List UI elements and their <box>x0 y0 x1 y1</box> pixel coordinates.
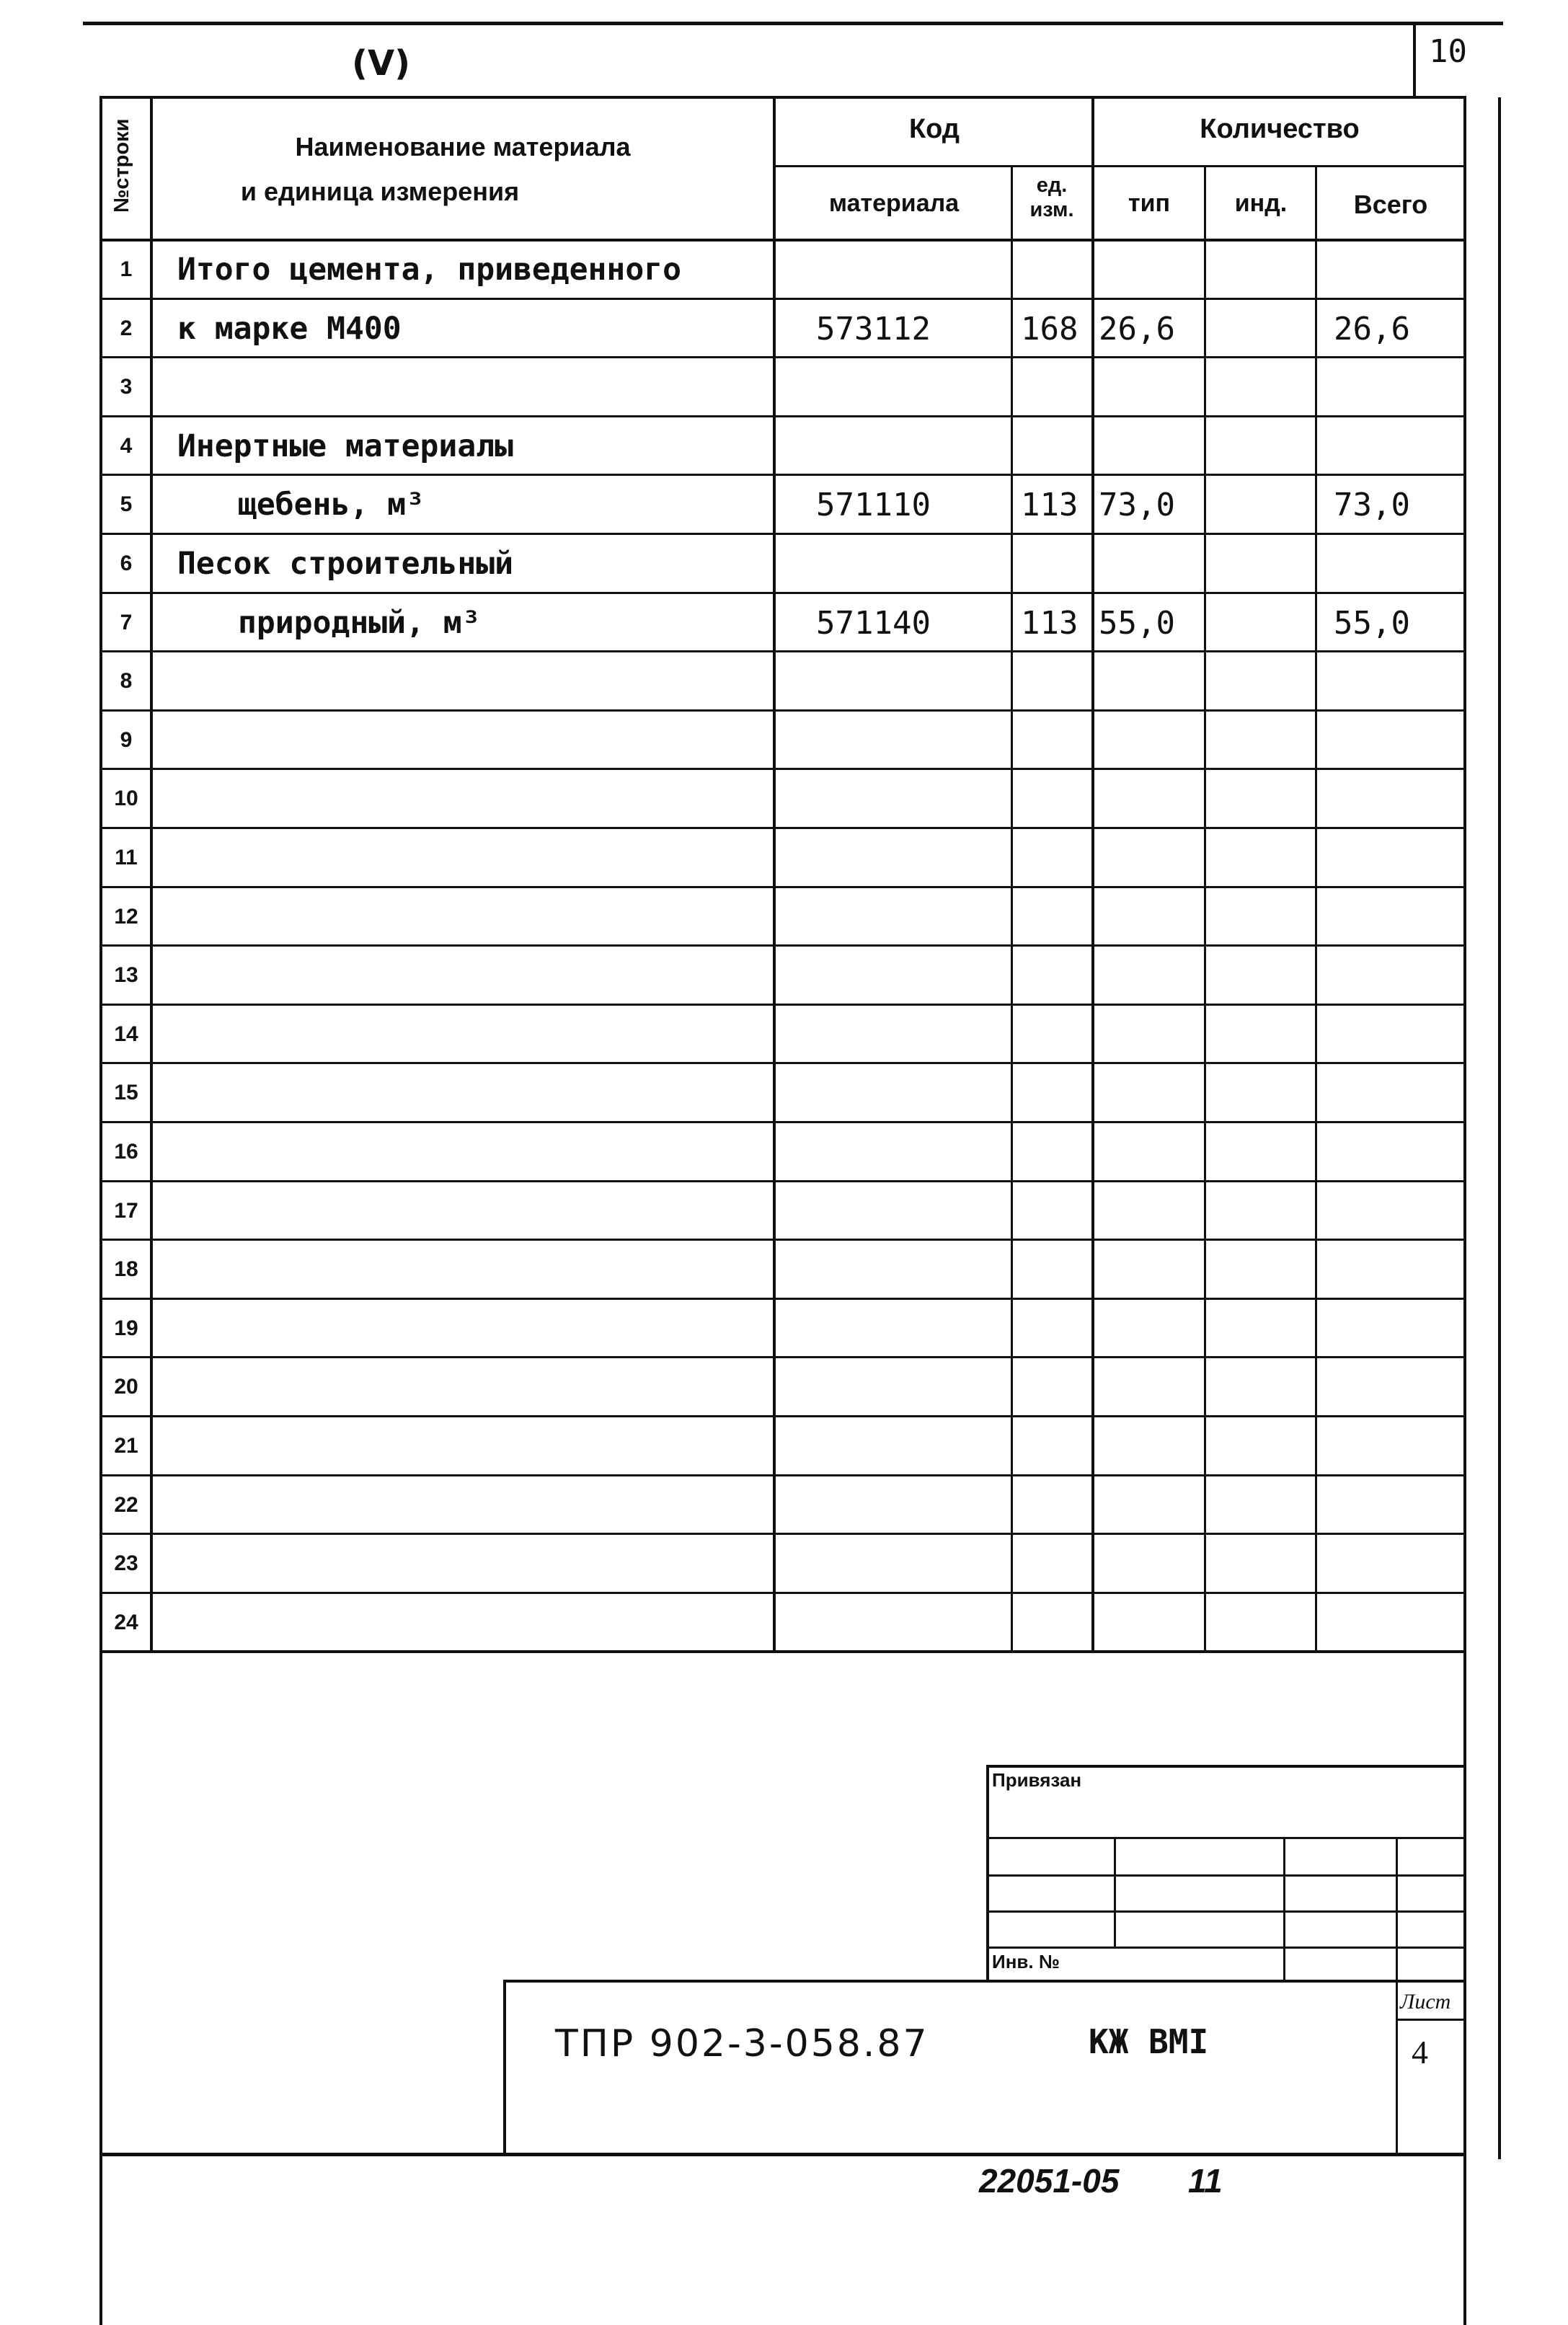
qty-type <box>1099 240 1204 299</box>
material-name: Песок строительный <box>177 546 513 582</box>
qty-total <box>1334 887 1463 947</box>
qty-type <box>1099 1417 1204 1476</box>
material-name <box>177 1122 761 1182</box>
qty-type <box>1099 1182 1204 1241</box>
header-code-unit: ед. изм. <box>1029 174 1074 221</box>
header-code: Код <box>908 114 960 144</box>
qty-ind <box>1211 417 1315 476</box>
qty-type <box>1099 711 1204 770</box>
material-name <box>177 1476 761 1535</box>
header-qty-ind: инд. <box>1234 190 1288 217</box>
qty-total <box>1334 1358 1463 1417</box>
qty-total <box>1334 1299 1463 1358</box>
qty-total <box>1334 534 1463 593</box>
row-number: 13 <box>114 963 138 987</box>
sheet-label-line <box>1396 2019 1466 2021</box>
material-name <box>177 1593 761 1652</box>
qty-type: 26,6 <box>1099 310 1175 347</box>
sheet-label: Лист <box>1400 1990 1451 2014</box>
qty-type <box>1099 828 1204 887</box>
qty-total <box>1334 1063 1463 1122</box>
material-code <box>816 887 1011 947</box>
material-name <box>177 946 761 1005</box>
material-code <box>816 946 1011 1005</box>
qty-type <box>1099 358 1204 417</box>
qty-total: 55,0 <box>1334 604 1410 642</box>
stamp-top-line <box>988 1765 1466 1768</box>
unit-code <box>1021 240 1093 299</box>
row-number: 12 <box>114 905 138 929</box>
row-number: 15 <box>114 1081 138 1104</box>
qty-type: 55,0 <box>1099 604 1175 642</box>
qty-total <box>1334 417 1463 476</box>
qty-ind <box>1211 1182 1315 1241</box>
row-number: 2 <box>120 316 133 340</box>
row-number: 10 <box>114 787 138 810</box>
qty-total <box>1334 240 1463 299</box>
qty-type: 73,0 <box>1099 486 1175 523</box>
unit-code <box>1021 1358 1093 1417</box>
material-name <box>177 1534 761 1593</box>
material-name: Итого цемента, приведенного <box>177 252 681 288</box>
stamp-inv-label: Инв. № <box>992 1951 1060 1972</box>
qty-type <box>1099 1476 1204 1535</box>
material-name <box>177 1005 761 1064</box>
qty-ind <box>1211 769 1315 828</box>
row-number: 7 <box>120 611 133 634</box>
qty-total <box>1334 1593 1463 1652</box>
material-code <box>816 1417 1011 1476</box>
archive-suffix: 11 <box>1188 2162 1223 2200</box>
material-code <box>816 1299 1011 1358</box>
material-code <box>816 1182 1011 1241</box>
material-name <box>177 1182 761 1241</box>
material-name <box>177 1063 761 1122</box>
qty-type <box>1099 1122 1204 1182</box>
material-name <box>177 358 761 417</box>
unit-code <box>1021 1534 1093 1593</box>
qty-ind <box>1211 475 1315 534</box>
qty-total: 26,6 <box>1334 310 1410 347</box>
qty-total <box>1334 711 1463 770</box>
row-number: 21 <box>114 1434 138 1458</box>
qty-total <box>1334 769 1463 828</box>
header-code-material: материала <box>828 190 960 217</box>
material-name <box>177 887 761 947</box>
material-code <box>816 1593 1011 1652</box>
row-number: 19 <box>114 1316 138 1340</box>
unit-code <box>1021 1122 1093 1182</box>
row-number: 24 <box>114 1611 138 1634</box>
row-number: 8 <box>120 669 133 693</box>
qty-ind <box>1211 711 1315 770</box>
header-name-line2: и единица измерения <box>240 177 520 206</box>
unit-code <box>1021 1417 1093 1476</box>
qty-ind <box>1211 1476 1315 1535</box>
qty-total: 73,0 <box>1334 486 1410 523</box>
material-code <box>816 1476 1011 1535</box>
qty-type <box>1099 946 1204 1005</box>
col-code-right <box>1011 165 1013 1652</box>
material-code <box>816 534 1011 593</box>
material-name <box>177 828 761 887</box>
unit-code <box>1021 358 1093 417</box>
qty-ind <box>1211 946 1315 1005</box>
header-row-no: №строки <box>110 118 133 213</box>
stamp-line-4 <box>988 1910 1466 1913</box>
row-number: 3 <box>120 375 133 399</box>
unit-code <box>1021 887 1093 947</box>
qty-ind <box>1211 828 1315 887</box>
qty-total <box>1334 652 1463 711</box>
bottom-frame-line <box>99 2153 1466 2156</box>
material-code <box>816 652 1011 711</box>
row-number: 18 <box>114 1257 138 1281</box>
material-name <box>177 769 761 828</box>
sheet-number: 4 <box>1412 2034 1428 2071</box>
qty-type <box>1099 417 1204 476</box>
material-name <box>177 1240 761 1299</box>
qty-ind <box>1211 240 1315 299</box>
unit-code <box>1021 1063 1093 1122</box>
qty-ind <box>1211 534 1315 593</box>
qty-type <box>1099 769 1204 828</box>
qty-ind <box>1211 887 1315 947</box>
qty-ind <box>1211 1417 1315 1476</box>
header-qty: Количество <box>1200 114 1360 144</box>
qty-ind <box>1211 1240 1315 1299</box>
stamp-line-2 <box>988 1837 1466 1839</box>
unit-code: 113 <box>1021 486 1078 523</box>
material-name <box>177 652 761 711</box>
qty-type <box>1099 1299 1204 1358</box>
material-code <box>816 711 1011 770</box>
unit-code <box>1021 534 1093 593</box>
unit-code <box>1021 1299 1093 1358</box>
qty-ind <box>1211 1534 1315 1593</box>
row-number: 17 <box>114 1199 138 1223</box>
sheet-corner-number: 10 <box>1429 33 1467 70</box>
row-number: 9 <box>120 728 133 752</box>
material-name: природный, м³ <box>238 605 481 641</box>
qty-ind <box>1211 593 1315 652</box>
qty-type <box>1099 1240 1204 1299</box>
row-number: 4 <box>120 434 133 458</box>
material-code: 571110 <box>816 486 931 523</box>
unit-code: 168 <box>1021 310 1078 347</box>
qty-type <box>1099 1593 1204 1652</box>
qty-total <box>1334 828 1463 887</box>
unit-code: 113 <box>1021 604 1078 642</box>
qty-type <box>1099 1534 1204 1593</box>
row-number: 20 <box>114 1375 138 1399</box>
qty-total <box>1334 1005 1463 1064</box>
unit-code <box>1021 711 1093 770</box>
unit-code <box>1021 417 1093 476</box>
header-qty-type: тип <box>1128 190 1171 217</box>
row-number: 14 <box>114 1022 138 1046</box>
unit-code <box>1021 769 1093 828</box>
qty-ind <box>1211 1005 1315 1064</box>
header-sub-line <box>773 165 1466 167</box>
unit-code <box>1021 1182 1093 1241</box>
qty-ind <box>1211 1358 1315 1417</box>
material-name: Инертные материалы <box>177 428 513 464</box>
qty-ind <box>1211 1593 1315 1652</box>
qty-type <box>1099 1063 1204 1122</box>
qty-ind <box>1211 1063 1315 1122</box>
title-block-left <box>503 1980 506 2156</box>
stamp-line-5 <box>988 1947 1466 1949</box>
row-number: 11 <box>115 846 138 869</box>
stamp-col-3 <box>1396 1837 1398 2154</box>
material-code <box>816 1122 1011 1182</box>
material-code <box>816 358 1011 417</box>
qty-ind <box>1211 1122 1315 1182</box>
qty-type <box>1099 1358 1204 1417</box>
qty-total <box>1334 946 1463 1005</box>
row-number: 16 <box>114 1140 138 1164</box>
qty-type <box>1099 1005 1204 1064</box>
stamp-bound-label: Привязан <box>992 1769 1082 1791</box>
material-code: 573112 <box>816 310 931 347</box>
material-code <box>816 417 1011 476</box>
right-margin-line <box>1498 97 1501 2159</box>
top-border <box>83 22 1503 25</box>
unit-code <box>1021 946 1093 1005</box>
material-code <box>816 769 1011 828</box>
qty-total <box>1334 358 1463 417</box>
material-code <box>816 1240 1011 1299</box>
unit-code <box>1021 1476 1093 1535</box>
header-name-line1: Наименование материала <box>295 132 631 161</box>
stamp-col-1 <box>1114 1837 1116 1949</box>
col-ind-right <box>1315 165 1317 1652</box>
material-name <box>177 711 761 770</box>
qty-ind <box>1211 652 1315 711</box>
row-number: 5 <box>120 492 133 516</box>
material-code <box>816 828 1011 887</box>
col-tip-right <box>1204 165 1206 1652</box>
qty-ind <box>1211 1299 1315 1358</box>
title-block-top <box>503 1980 1466 1983</box>
row-number: 6 <box>120 552 133 575</box>
row-number: 23 <box>114 1551 138 1575</box>
header-qty-total: Всего <box>1353 190 1428 219</box>
doc-mark: КЖ ВМI <box>1089 2022 1209 2061</box>
material-name: к марке М400 <box>177 311 402 347</box>
qty-total <box>1334 1476 1463 1535</box>
material-code <box>816 240 1011 299</box>
qty-ind <box>1211 358 1315 417</box>
row-number: 22 <box>114 1493 138 1517</box>
qty-type <box>1099 887 1204 947</box>
unit-code <box>1021 652 1093 711</box>
material-code <box>816 1005 1011 1064</box>
unit-code <box>1021 828 1093 887</box>
qty-total <box>1334 1417 1463 1476</box>
stamp-left-line <box>986 1765 989 1981</box>
table-right-line <box>1463 96 1466 2325</box>
table-top-line <box>99 96 1466 99</box>
corner-box-divider <box>1413 24 1416 97</box>
qty-type <box>1099 534 1204 593</box>
archive-number: 22051-05 <box>979 2162 1120 2200</box>
material-code <box>816 1063 1011 1122</box>
material-name <box>177 1358 761 1417</box>
qty-total <box>1334 1122 1463 1182</box>
doc-code: ТПР 902-3-058.87 <box>555 2022 929 2065</box>
row-number: 1 <box>120 257 133 281</box>
qty-total <box>1334 1182 1463 1241</box>
material-code: 571140 <box>816 604 931 642</box>
material-name <box>177 1299 761 1358</box>
material-name <box>177 1417 761 1476</box>
stamp-line-3 <box>988 1874 1466 1877</box>
qty-total <box>1334 1534 1463 1593</box>
unit-code <box>1021 1593 1093 1652</box>
qty-type <box>1099 652 1204 711</box>
unit-code <box>1021 1240 1093 1299</box>
material-code <box>816 1358 1011 1417</box>
stamp-col-2 <box>1283 1837 1285 1981</box>
variant-mark: (V) <box>352 43 411 84</box>
qty-total <box>1334 1240 1463 1299</box>
material-code <box>816 1534 1011 1593</box>
qty-ind <box>1211 299 1315 358</box>
unit-code <box>1021 1005 1093 1064</box>
col-name-right <box>773 96 776 1652</box>
material-name: щебень, м³ <box>238 487 425 523</box>
